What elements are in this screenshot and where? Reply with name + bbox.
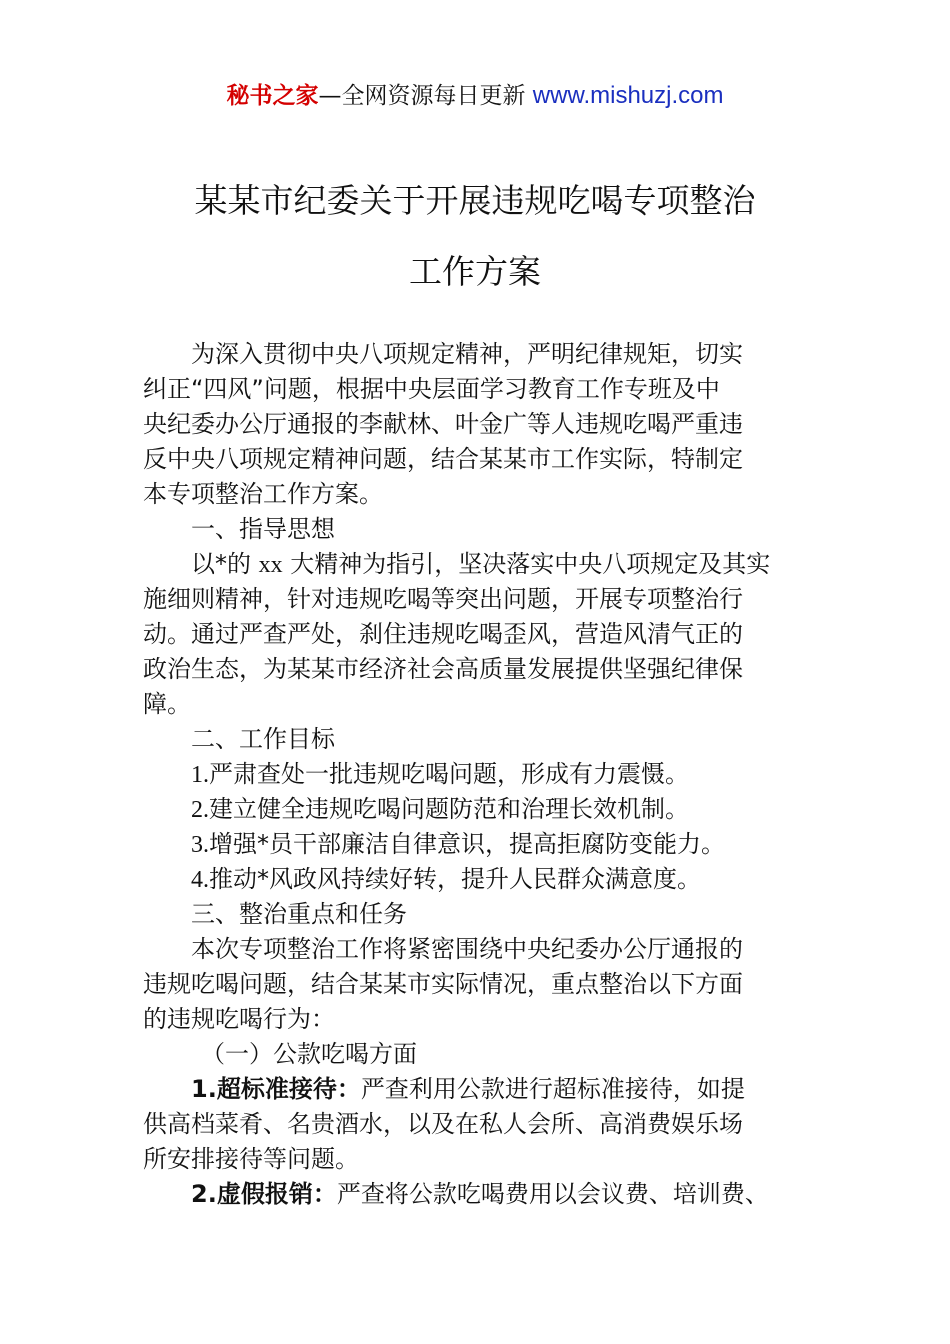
task-item-line: [143, 1177, 823, 1212]
section1-text: 以*的: [191, 550, 259, 578]
section-heading-work-goals: 二、工作目标: [191, 725, 335, 753]
document-title-line-1: 某某市纪委关于开展违规吃喝专项整治: [194, 181, 756, 220]
goal-number: 1.: [191, 762, 209, 788]
task-item-line: 所安排接待等问题。: [143, 1145, 359, 1173]
goal-item: [143, 827, 823, 862]
intro-line: 本专项整治工作方案。: [143, 480, 383, 508]
site-header: [0, 80, 950, 112]
goal-number: 2.: [191, 797, 209, 823]
goal-text: 严肃查处一批违规吃喝问题，形成有力震慑。: [209, 760, 689, 788]
section1-line: 政治生态，为某某市经济社会高质量发展提供坚强纪律保: [143, 655, 743, 683]
task-text: 严查将公款吃喝费用以会议费、培训费、: [336, 1180, 769, 1208]
task-text: 严查利用公款进行超标准接待，如提: [360, 1075, 745, 1103]
section1-text: 大精神为指引，坚决落实中央八项规定及其实: [282, 550, 771, 578]
section1-line: 动。通过严查严处，刹住违规吃喝歪风，营造风清气正的: [143, 620, 743, 648]
goal-item: [143, 757, 823, 792]
goal-text: 推动*风政风持续好转，提升人民群众满意度。: [209, 865, 701, 893]
section1-line: 障。: [143, 690, 191, 718]
goal-number: 3.: [191, 832, 209, 858]
goal-number: 4.: [191, 867, 209, 893]
task-item-line: 供高档菜肴、名贵酒水，以及在私人会所、高消费娱乐场: [143, 1110, 743, 1138]
task-label: 1.超标准接待：: [191, 1075, 361, 1103]
section1-xx: xx: [258, 552, 283, 578]
intro-line: 央纪委办公厅通报的李献林、叶金广等人违规吃喝严重违: [143, 410, 743, 438]
header-tagline: 全网资源每日更新: [341, 83, 533, 109]
section3-line: 本次专项整治工作将紧密围绕中央纪委办公厅通报的: [191, 935, 743, 963]
section3-line: 的违规吃喝行为：: [143, 1005, 335, 1033]
intro-line: 为深入贯彻中央八项规定精神，严明纪律规矩，切实: [191, 340, 743, 368]
section-heading-guiding-thought: 一、指导思想: [191, 515, 335, 543]
intro-line: 反中央八项规定精神问题，结合某某市工作实际，特制定: [143, 445, 743, 473]
section-heading-key-tasks: 三、整治重点和任务: [191, 900, 407, 928]
goal-item: [143, 862, 823, 897]
header-dash: —: [318, 83, 342, 109]
section1-line: 施细则精神，针对违规吃喝等突出问题，开展专项整治行: [143, 585, 743, 613]
document-body: [143, 337, 823, 1212]
brand-name: 秘书之家: [226, 83, 319, 109]
document-title-line-2: 工作方案: [409, 252, 541, 291]
section3-line: 违规吃喝问题，结合某某市实际情况，重点整治以下方面: [143, 970, 743, 998]
task-item-line: [143, 1072, 823, 1107]
task-label: 2.虚假报销：: [191, 1180, 337, 1208]
goal-text: 增强*员干部廉洁自律意识，提高拒腐防变能力。: [209, 830, 725, 858]
goal-item: [143, 792, 823, 827]
goal-text: 建立健全违规吃喝问题防范和治理长效机制。: [209, 795, 689, 823]
subsection-heading-public-funds: （一）公款吃喝方面: [201, 1040, 417, 1068]
site-url[interactable]: www.mishuzj.com: [532, 82, 724, 109]
intro-line: 纠正“四风”问题，根据中央层面学习教育工作专班及中: [143, 375, 720, 403]
section1-line: [143, 547, 823, 582]
